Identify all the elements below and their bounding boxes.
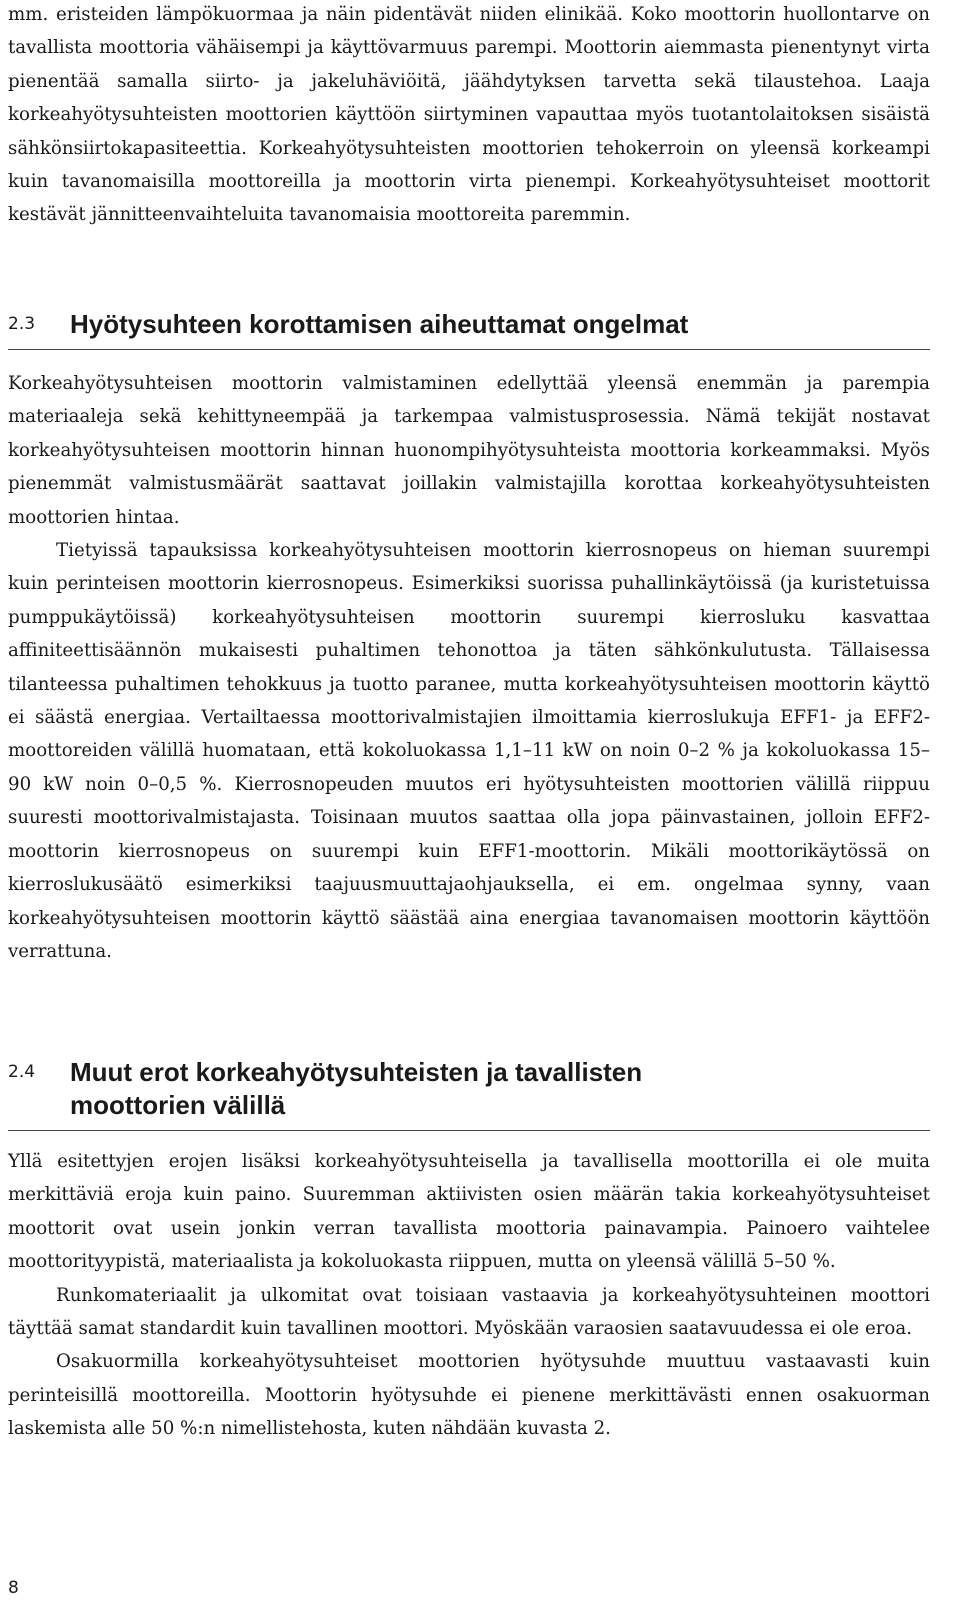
section-heading: [8, 308, 930, 350]
section-title: [70, 1056, 642, 1122]
section-number: 2.4: [8, 1062, 36, 1082]
section-2-4: [8, 1056, 930, 1446]
section-paragraph: Tietyissä tapauksissa korkeahyötysuhteisen moottorin kierrosnopeus on hieman suurempi kuin perinteisen moottorin kierrosnopeus. Esimerkiksi suorissa puhallinkäytöissä (ja kuristetuissa pumppukäytöissä) korkeahyötysuhteisen moottorin suurempi kierrosluku kasvattaa affiniteettisäännön mukaisesti puhaltimen tehonottoa ja täten sähkönkulutusta. Tällaisessa tilanteessa puhaltimen tehokkuus ja tuotto paranee, mutta korkeahyötysuhteisen moottorin käyttö ei säästä energiaa. Vertailtaessa moottorivalmistajien ilmoittamia kierroslukuja EFF1- ja EFF2-moottoreiden välillä huomataan, että kokoluokassa 1,1–11 kW on noin 0–2 % ja kokoluokassa 15–90 kW noin 0–0,5 %. Kierrosnopeuden muutos eri hyötysuhteisten moottorien välillä riippuu suuresti moottorivalmistajasta. Toisinaan muutos saattaa olla jopa päinvastainen, jolloin EFF2-moottorin kierrosnopeus on suurempi kuin EFF1-moottorin. Mikäli moottorikäytössä on kierroslukusäätö esimerkiksi taajuusmuuttajaohjauksella, ei em. ongelmaa synny, vaan korkeahyötysuhteisen moottorin käyttö säästää aina energiaa tavanomaisen moottorin käyttöön verrattuna.: [8, 540, 930, 962]
section-title-line: Muut erot korkeahyötysuhteisten ja tavallisten: [70, 1057, 643, 1087]
section-title: Hyötysuhteen korottamisen aiheuttamat ongelmat: [70, 309, 689, 339]
page-number: 8: [8, 1578, 19, 1598]
section-title-line: moottorien välillä: [70, 1090, 286, 1120]
section-paragraph: Korkeahyötysuhteisen moottorin valmistaminen edellyttää yleensä enemmän ja parempia materiaaleja sekä kehittyneempää ja tarkempaa valmistusprosessia. Nämä tekijät nostavat korkeahyötysuhteisen moottorin hinnan huonompihyötysuhteista moottoria korkeammaksi. Myös pienemmät valmistusmäärät saattavat joillakin valmistajilla korottaa korkeahyötysuhteisten moottorien hintaa.: [8, 373, 930, 528]
section-heading: [8, 1056, 930, 1131]
section-number: 2.3: [8, 314, 36, 334]
intro-paragraph: mm. eristeiden lämpökuormaa ja näin pidentävät niiden elinikää. Koko moottorin huollontarve on tavallista moottoria vähäisempi ja käyttövarmuus parempi. Moottorin aiemmasta pienentynyt virta pienentää samalla siirto- ja jakeluhäviöitä, jäähdytyksen tarvetta sekä tilaustehoa. Laaja korkeahyötysuhteisten moottorien käyttöön siirtyminen vapauttaa myös tuotantolaitoksen sisäistä sähkönsiirtokapasiteettia. Korkeahyötysuhteisten moottorien tehokerroin on yleensä korkeampi kuin tavanomaisilla moottoreilla ja moottorin virta pienempi. Korkeahyötysuhteiset moottorit kestävät jännitteenvaihteluita tavanomaisia moottoreita paremmin.: [8, 4, 930, 226]
section-paragraph: Yllä esitettyjen erojen lisäksi korkeahyötysuhteisella ja tavallisella moottorilla ei ole muita merkittäviä eroja kuin paino. Suuremman aktiivisten osien määrän takia korkeahyötysuhteiset moottorit ovat usein jonkin verran tavallista moottoria painavampia. Painoero vaihtelee moottorityypistä, materiaalista ja kokoluokasta riippuen, mutta on yleensä välillä 5–50 %.: [8, 1151, 930, 1273]
section-2-3: [8, 308, 930, 968]
section-paragraph: Runkomateriaalit ja ulkomitat ovat toisiaan vastaavia ja korkeahyötysuhteinen moottori täyttää samat standardit kuin tavallinen moottori. Myöskään varaosien saatavuudessa ei ole eroa.: [8, 1284, 930, 1340]
section-paragraph: Osakuormilla korkeahyötysuhteiset moottorien hyötysuhde muuttuu vastaavasti kuin perinteisillä moottoreilla. Moottorin hyötysuhde ei pienene merkittävästi ennen osakuorman laskemista alle 50 %:n nimellistehosta, kuten nähdään kuvasta 2.: [8, 1351, 930, 1440]
